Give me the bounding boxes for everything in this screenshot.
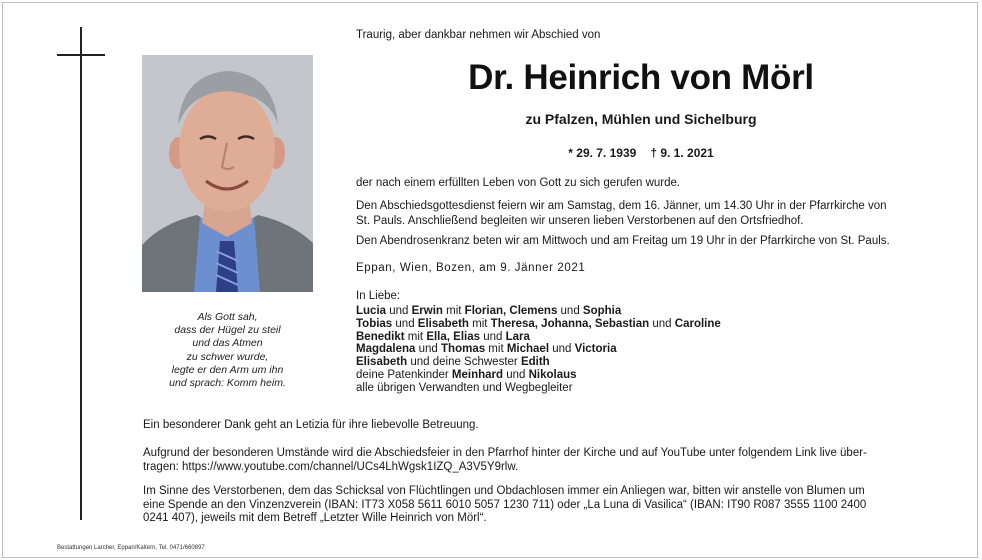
funeral-home-footer: Bestattungen Larcher, Eppan/Kaltern, Tel. 0471/660897 [57, 545, 205, 551]
text-line: Aufgrund der besonderen Umstände wird die Abschiedsfeier in den Pfarrhof hinter der Kirche und auf YouTube unter folgendem Link live über- [143, 447, 867, 459]
donation-paragraph [143, 485, 933, 526]
thanks-paragraph [143, 419, 933, 433]
cross-vertical-bar [80, 27, 82, 520]
mourners-list [356, 305, 721, 395]
mourner-name: Tobias [356, 317, 393, 330]
mourner-name: Erwin [411, 305, 443, 317]
mourner-row [356, 382, 721, 395]
mourner-connector: und deine Schwester [407, 356, 521, 369]
mourner-connector: und [649, 317, 675, 330]
text-line: der nach einem erfüllten Leben von Gott zu sich gerufen wurde. [356, 177, 681, 189]
mourner-name: Lara [505, 330, 530, 343]
intro-text: Traurig, aber dankbar nehmen wir Abschied von [356, 29, 601, 41]
mourner-name: Thomas [441, 343, 486, 356]
poem-line: zu schwer wurde, [186, 350, 269, 363]
portrait-photo [142, 55, 313, 292]
mourner-name: Benedikt [356, 330, 405, 343]
text-line: tragen: https://www.youtube.com/channel/UCs4LhWgsk1IZQ_A3V5Y9rlw. [143, 460, 519, 473]
mourner-connector: deine Patenkinder [356, 368, 452, 381]
text-line: Ein besonderer Dank geht an Letizia für ihre liebevolle Betreuung. [143, 419, 479, 431]
paragraph-funeral-service [356, 199, 936, 228]
paragraph-called-by-god [356, 176, 936, 191]
mourner-name: Elisabeth [417, 317, 469, 330]
mourner-name: Victoria [574, 343, 617, 356]
mourner-row [356, 318, 721, 331]
mourner-row [356, 343, 721, 356]
mourner-name: Theresa, Johanna, Sebastian [490, 317, 650, 330]
text-line: Den Abendrosenkranz beten wir am Mittwoch und am Freitag um 19 Uhr in der Pfarrkirche von St. Pauls. [356, 235, 890, 247]
poem-line: und sprach: Komm heim. [169, 377, 286, 390]
mourner-connector: und [480, 330, 506, 343]
text-line: Im Sinne des Verstorbenen, dem das Schicksal von Flüchtlingen und Obdachlosen immer ein Anliegen war, bitten wir anstelle von Blumen um [143, 485, 865, 497]
poem-line: dass der Hügel zu steil [174, 324, 281, 337]
poem [142, 311, 313, 390]
mourner-name: Nikolaus [528, 368, 577, 381]
mourner-row [356, 331, 721, 344]
poem-line: legte er den Arm um ihn [171, 363, 284, 376]
livestream-paragraph [143, 447, 933, 474]
text-line: Den Abschiedsgottesdienst feiern wir am Samstag, dem 16. Jänner, um 14.30 Uhr in der Pfarrkirche von [356, 200, 887, 212]
mourner-name: Lucia [356, 305, 387, 317]
mourner-connector: mit [442, 305, 465, 317]
deceased-name: Dr. Heinrich von Mörl [468, 58, 814, 97]
mourner-connector: und [557, 305, 583, 317]
mourner-connector: alle übrigen Verwandten und Wegbegleiter [356, 381, 573, 394]
mourner-connector: mit [404, 330, 427, 343]
death-date: † 9. 1. 2021 [650, 146, 714, 160]
mourner-connector: und [392, 317, 418, 330]
mourner-name: Ella, Elias [426, 330, 481, 343]
mourner-name: Sophia [582, 305, 622, 317]
mourner-row [356, 369, 721, 382]
mourner-name: Florian, Clemens [464, 305, 558, 317]
mourner-name: Elisabeth [356, 356, 408, 369]
in-liebe-label: In Liebe: [356, 290, 401, 302]
paragraph-rosary [356, 234, 936, 249]
mourner-row [356, 305, 721, 318]
birth-date: * 29. 7. 1939 [568, 146, 637, 160]
poem-line: und das Atmen [192, 337, 263, 350]
mourner-connector: und [415, 343, 442, 356]
cross-horizontal-bar [57, 54, 105, 56]
mourner-connector: und [549, 343, 575, 356]
mourner-name: Magdalena [356, 343, 416, 356]
deceased-title: zu Pfalzen, Mühlen und Sichelburg [525, 111, 757, 127]
text-line: eine Spende an den Vinzenzverein (IBAN: IT73 X058 5611 6010 5057 1230 711) oder „La Luna di Vasilica“ (IBAN: IT90 R087 3555 1100 2400 [143, 498, 867, 511]
poem-line: Als Gott sah, [197, 311, 258, 323]
mourner-name: Meinhard [451, 368, 504, 381]
text-line: 0241 407), jeweils mit dem Betreff „Letzter Wille Heinrich von Mörl“. [143, 512, 487, 524]
mourner-connector: und [386, 305, 412, 317]
life-dates [356, 146, 926, 160]
mourner-name: Caroline [674, 317, 721, 330]
mourner-name: Edith [520, 356, 550, 369]
mourner-name: Michael [506, 343, 550, 356]
mourner-connector: und [503, 368, 529, 381]
place-and-date: Eppan, Wien, Bozen, am 9. Jänner 2021 [356, 262, 586, 274]
mourner-row [356, 356, 721, 369]
mourner-connector: mit [468, 317, 491, 330]
text-line: St. Pauls. Anschließend begleiten wir unseren lieben Verstorbenen auf den Ortsfriedhof. [356, 214, 804, 227]
mourner-connector: mit [485, 343, 507, 356]
